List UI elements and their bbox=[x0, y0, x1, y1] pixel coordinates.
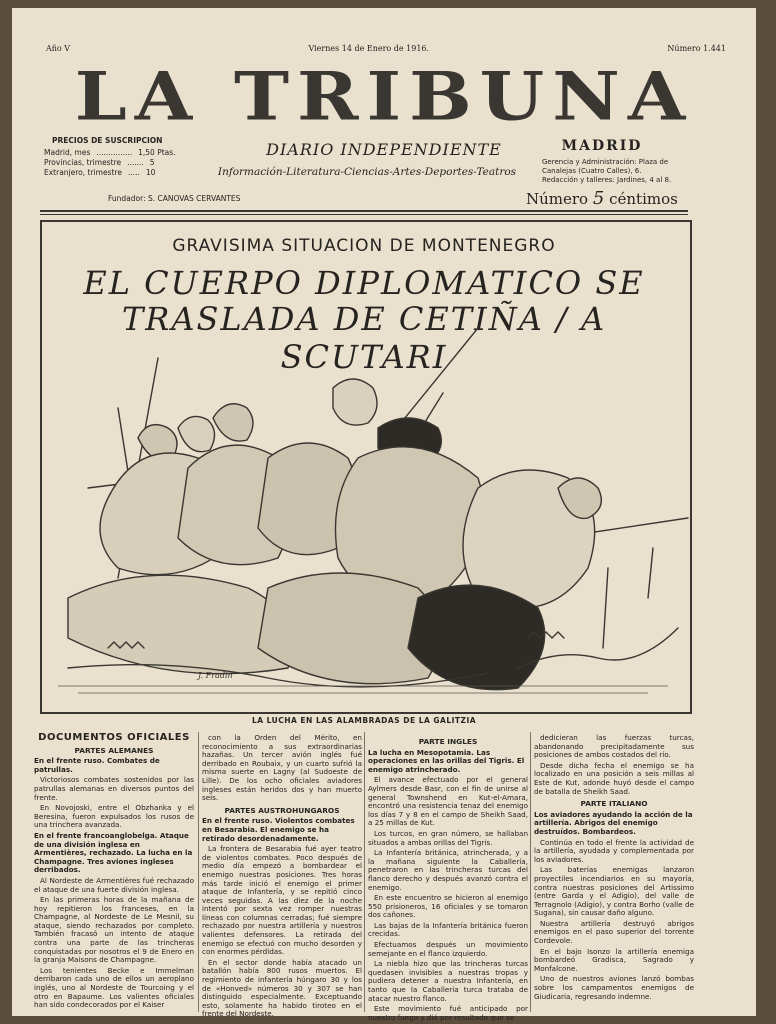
article-paragraph: con la Orden del Mérito, en reconocimiento a sus extraordinarias hazañas. Un tercer avión inglés fué derribado en Roubaix, y un cuarto sufrió la misma suerte en Lagny (al Sudoeste de Lille). De los ocho oficiales aviadores ingleses están heridos dos y han muerto seis. bbox=[202, 733, 362, 803]
issue-price: Número 5 céntimos bbox=[526, 188, 678, 209]
article-lead: Los aviadores ayudando la acción de la artillería. Abrigos del enemigo destruídos. Bombardeos. bbox=[534, 809, 693, 836]
article-paragraph: Nuestra artillería destruyó abrigos enemigos en el paso superior del torrente Cordevole. bbox=[534, 918, 694, 946]
article-paragraph: Las bajas de la Infantería británica fueron crecidas. bbox=[368, 920, 528, 939]
subscription-row: Extranjero, trimestre ..... 10 bbox=[44, 168, 156, 177]
article-lead: En el frente ruso. Combates de patrullas. bbox=[34, 756, 160, 774]
column-divider bbox=[364, 732, 365, 1012]
admin-address: Gerencia y Administración: Plaza de Canalejas (Cuatro Calles), 6. Redacción y talleres: Jardines, 4 al 8. bbox=[542, 158, 672, 184]
subscription-row: Madrid, mes ............... 1,50 Ptas. bbox=[44, 148, 176, 157]
article-paragraph: La niebla hizo que las trincheras turcas quedasen invisibles a nuestras tropas y pudiera detener a nuestra Infantería, en tanto que la Caballería turca trataba de atacar nuestro flanco. bbox=[368, 959, 528, 1003]
article-paragraph: Efectuamos después un movimiento semejante en el flanco izquierdo. bbox=[368, 940, 528, 958]
article-paragraph: Los turcos, en gran número, se hallaban situados a ambas orillas del Tigris. bbox=[368, 828, 528, 847]
issue-number: Número 1.441 bbox=[667, 44, 726, 53]
founder-line: Fundador: S. CANOVAS CERVANTES bbox=[108, 194, 241, 203]
article-paragraph: Los tenientes Becke e Immelman derribaron cada uno de ellos un aeroplano inglés, uno al Nordeste de Tourcoing y el otro en Bapaume. Los valientes oficiales han sido condecorados por el Kaiser bbox=[34, 965, 194, 1010]
dateline bbox=[46, 44, 726, 53]
subscription-row: Provincias, trimestre ....... 5 bbox=[44, 158, 155, 167]
article-paragraph: dedicieran las fuerzas turcas, abandonando precipitadamente sus posiciones de ambos costados del río. bbox=[534, 733, 694, 760]
section-heading: PARTE ITALIANO bbox=[580, 799, 648, 809]
article-paragraph: Desde dicha fecha el enemigo se ha localizado en una posición a seis millas al Este de Kut, adonde huyó desde el campo de batalla de Sheikh Saad. bbox=[534, 760, 694, 796]
newspaper-subtitle: DIARIO INDEPENDIENTE bbox=[266, 140, 502, 159]
section-heading: PARTES ALEMANES bbox=[74, 745, 154, 755]
column-heading: DOCUMENTOS OFICIALES bbox=[38, 732, 190, 743]
city-label: MADRID bbox=[561, 138, 643, 154]
article-paragraph: Al Nordeste de Armentières fué rechazado el ataque de una fuerte división inglesa. bbox=[34, 875, 194, 894]
year-label: Año V bbox=[46, 44, 71, 53]
article-lead: La lucha en Mesopotamia. Las operaciones en las orillas del Tigris. El enemigo atrincherado. bbox=[368, 747, 525, 774]
sections-line: Información-Literatura-Ciencias-Artes-Deportes-Teatros bbox=[217, 166, 517, 178]
article-lead: En el frente francoanglobelga. Ataque de una división inglesa en Armentières, rechazado. La lucha en la Champagne. Tres aviones ingleses derribados. bbox=[34, 830, 193, 875]
article-paragraph: En Novojoski, entre el Obzhanka y el Beresina, fueron expulsados los rusos de una trinchera avanzada. bbox=[34, 803, 194, 830]
article-paragraph: En las primeras horas de la mañana de hoy repitieron los franceses, en la Champagne, al Nordeste de Le Mesnil, su ataque, siendo rechazados por completo. También fracasó un intento de ataque contra una parte de las trincheras conquistadas por nosotros el 9 de Enero en la granja Maisons de Champagne. bbox=[34, 895, 194, 965]
article-paragraph: Las baterías enemigas lanzaron proyectiles incendiarios en su mayoría, contra nuestras posiciones del Artissimo (entre Garda y el Adigio), del valle de Terragnolo (Adigio), y contra Borho (valle de Sugana), sin causar daño alguno. bbox=[534, 865, 694, 918]
section-heading: PARTES AUSTROHUNGAROS bbox=[224, 805, 340, 815]
article-paragraph: Victoriosos combates sostenidos por las patrullas alemanas en diversos puntos del frente. bbox=[34, 775, 194, 802]
kicker-headline: GRAVISIMA SITUACION DE MONTENEGRO bbox=[172, 236, 556, 256]
battle-illustration bbox=[48, 348, 680, 706]
article-paragraph: En el sector donde había atacado un batallón había 800 rusos muertos. El regimiento de infantería húngaro 30 y los de «Honved» números 30 y 307 se han distinguido especialmente. Exceptuando esto, solamente ha habido tiroteo en el frente del Nordeste. bbox=[202, 957, 362, 1019]
article-paragraph: El avance efectuado por el general Aylmers desde Basr, con el fin de unirse al general Townshend en Kut-el-Amara, encontró una resistencia tenaz del enemigo los días 7 y 8 en el campo de Sheikh Saad, a 25 millas de Kut. bbox=[368, 775, 528, 828]
article-paragraph: Este movimiento fué anticipado por nuestro fuego y dió por resultado que se bbox=[368, 1004, 528, 1022]
article-paragraph: La Infantería británica, atrincherada, y a la mañana siguiente la Caballería, penetraron en las trincheras turcas del flanco derecho y después avanzó contra el enemigo. bbox=[368, 848, 528, 892]
header-rule-thin bbox=[40, 214, 688, 215]
article-paragraph: En el bajo Isonzo la artillería enemiga bombardeó Gradisca, Sagrado y Monfalcone. bbox=[534, 946, 694, 973]
section-heading: PARTE INGLES bbox=[418, 737, 478, 746]
article-paragraph: La frontera de Besarabia fué ayer teatro de violentos combates. Poco después de medio día empezó a bombardear el enemigo nuestras posiciones. Tres horas más tarde inició el enemigo el primer ataque de Infantería, y se repitió cinco veces seguidas. A las diez de la noche intentó por sexta vez romper nuestras líneas con columnas cerradas; fué siempre rechazado por nuestra artillería y nuestros valientes defensores. La retirada del enemigo se efectuó con mucho desorden y con enormes pérdidas. bbox=[202, 844, 362, 957]
header-rule bbox=[40, 210, 688, 212]
column-2 bbox=[202, 734, 362, 1021]
article-lead: En el frente ruso. Violentos combates en Besarabia. El enemigo se ha retirado desordenadamente. bbox=[202, 816, 355, 843]
article-paragraph: En este encuentro se hicieron al enemigo 550 prisioneros, 16 oficiales y se tomaron dos cañones. bbox=[368, 893, 528, 920]
column-divider bbox=[198, 732, 199, 1012]
column-4 bbox=[534, 734, 694, 1003]
newspaper-title: LA TRIBUNA bbox=[74, 58, 694, 136]
subscription-heading: PRECIOS DE SUSCRIPCION bbox=[52, 136, 163, 145]
date-label: Viernes 14 de Enero de 1916. bbox=[308, 44, 430, 53]
column-1 bbox=[34, 734, 194, 1012]
main-headline-line-2: TRASLADA DE CETIÑA / A SCUTARI bbox=[121, 300, 607, 376]
illustration-signature: J. Fradin bbox=[198, 671, 233, 680]
column-divider bbox=[530, 732, 531, 1012]
newspaper-page bbox=[12, 8, 756, 1022]
main-headline-line-1: EL CUERPO DIPLOMATICO SE bbox=[83, 264, 645, 302]
article-paragraph: Continúa en todo el frente la actividad de la artillería, ayudada y complementada por los aviadores. bbox=[534, 837, 694, 864]
column-3 bbox=[368, 734, 528, 1024]
article-paragraph: Uno de nuestros aviones lanzó bombas sobre los campamentos enemigos de Giudicaria, regresando indemne. bbox=[534, 974, 694, 1001]
illustration-caption: LA LUCHA EN LAS ALAMBRADAS DE LA GALITZIA bbox=[251, 716, 477, 725]
